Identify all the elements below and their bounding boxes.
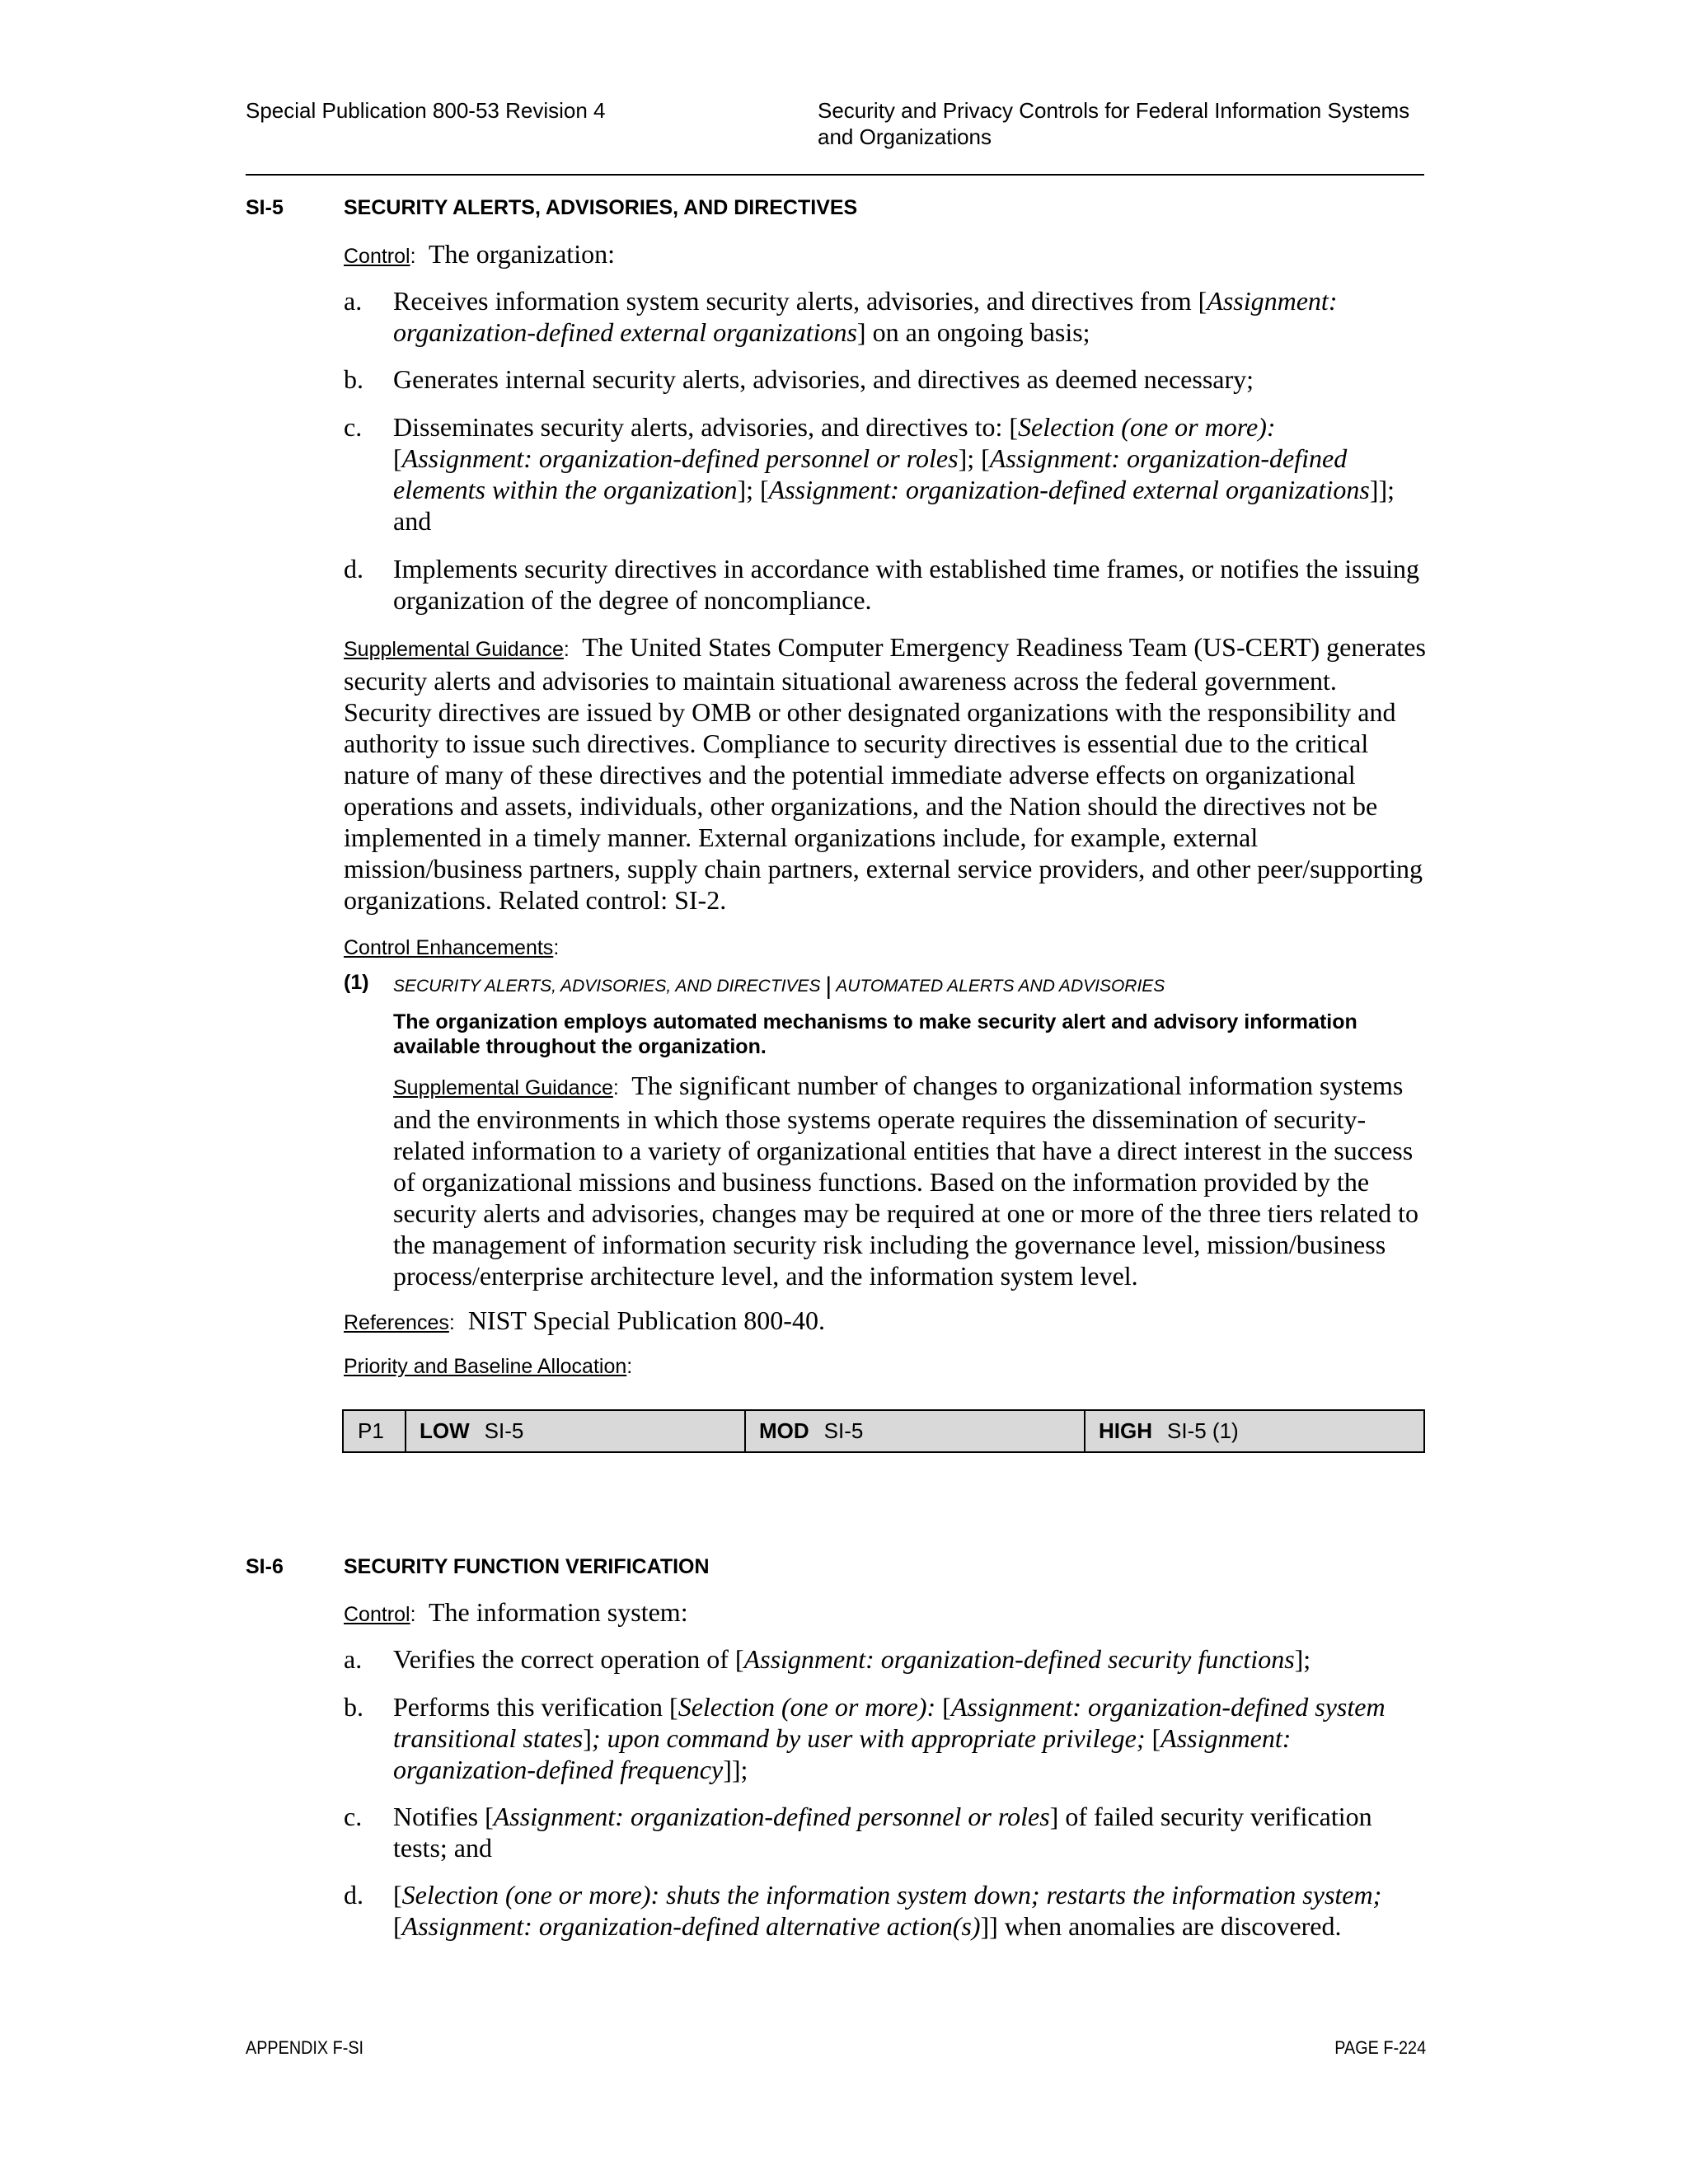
- item-marker: b.: [344, 1692, 363, 1722]
- item-text: Receives information system security alerts, advisories, and directives from [Assignment: organization-defined external organizations] on an ongoing basis;: [393, 286, 1338, 347]
- item-text: Disseminates security alerts, advisories, and directives to: [Selection (one or more): [Assignment: organization-defined personnel or roles]; [Assignment: organization-defined elements within the organization]; [Assignment: organization-defined external organizations]]; and: [393, 412, 1395, 536]
- enhancements-label: Control Enhancements: [344, 936, 554, 959]
- enhancement-statement: The organization employs automated mechanisms to make security alert and advisory information available throughout the organization.: [393, 1010, 1357, 1058]
- control-intro-text: The information system:: [428, 1597, 688, 1627]
- header-divider: [246, 174, 1424, 176]
- si5-item-c: [344, 411, 1426, 537]
- section-title-si5: SECURITY ALERTS, ADVISORIES, AND DIRECTIVES: [344, 196, 858, 219]
- item-text: Performs this verification [Selection (one or more): [Assignment: organization-defined system transitional states]; upon command by user with appropriate privilege; [Assignment: organization-defined frequency]];: [393, 1692, 1386, 1784]
- si6-item-b: [344, 1691, 1426, 1785]
- si6-item-d: [344, 1879, 1426, 1942]
- item-text: [Selection (one or more): shuts the information system down; restarts the information system; [Assignment: organization-defined alternative action(s)]] when anomalies are discovered.: [393, 1880, 1382, 1941]
- si6-item-a: [344, 1643, 1426, 1675]
- header-title-line-2: and Organizations: [818, 124, 992, 149]
- si6-control-intro: Control: The information system:: [344, 1597, 688, 1627]
- mod-baseline-cell: MOD SI-5: [746, 1411, 1085, 1451]
- item-text: Verifies the correct operation of [Assignment: organization-defined security functions];: [393, 1644, 1311, 1674]
- footer-page-number: PAGE F-224: [1334, 2037, 1426, 2058]
- item-text: Implements security directives in accordance with established time frames, or notifies the issuing organization of the degree of noncompliance.: [393, 554, 1419, 615]
- references-text: NIST Special Publication 800-40.: [467, 1305, 825, 1335]
- low-baseline-cell: LOW SI-5: [406, 1411, 746, 1451]
- guidance-label: Supplemental Guidance: [393, 1076, 613, 1099]
- priority-label: Priority and Baseline Allocation: [344, 1355, 627, 1378]
- si5-control-enhancements-heading: Control Enhancements:: [344, 936, 560, 959]
- guidance-label: Supplemental Guidance: [344, 638, 564, 661]
- item-text: Notifies [Assignment: organization-defined personnel or roles] of failed security verification tests; and: [393, 1802, 1372, 1863]
- section-title-si6: SECURITY FUNCTION VERIFICATION: [344, 1555, 710, 1578]
- si5-item-b: [344, 363, 1426, 395]
- enhancement-title: SECURITY ALERTS, ADVISORIES, AND DIRECTIVES | AUTOMATED ALERTS AND ADVISORIES: [393, 972, 1165, 1000]
- header-document-title: [818, 97, 1444, 150]
- enhancement-number: (1): [344, 971, 369, 994]
- item-marker: a.: [344, 1644, 363, 1674]
- guidance-text: The significant number of changes to organizational information systems and the environments in which those systems operate requires the dissemination of security-related information to a variety of organizational entities that have a direct interest in the success of organizational missions and business functions. Based on the information provided by the security alerts and advisories, changes may be required at one or more of the three tiers related to the management of information security risk including the governance level, mission/business process/enterprise architecture level, and the information system level.: [393, 1071, 1418, 1291]
- section-id-si5: SI-5: [246, 196, 284, 219]
- item-marker: c.: [344, 412, 363, 442]
- enhancement-supplemental-guidance: Supplemental Guidance: The significant number of changes to organizational information systems and the environments in which those systems operate requires the dissemination of security-related information to a variety of organizational entities that have a direct interest in the success of organizational missions and business functions. Based on the information provided by the security alerts and advisories, changes may be required at one or more of the three tiers related to the management of information security risk including the governance level, mission/business process/enterprise architecture level, and the information system level.: [393, 1071, 1418, 1291]
- si5-references: References: NIST Special Publication 800-40.: [344, 1305, 825, 1335]
- section-id-si6: SI-6: [246, 1555, 284, 1578]
- item-marker: c.: [344, 1802, 363, 1831]
- footer-appendix: APPENDIX F-SI: [246, 2037, 364, 2058]
- priority-cell: P1: [344, 1411, 406, 1451]
- item-marker: b.: [344, 364, 363, 394]
- header-publication: Special Publication 800-53 Revision 4: [246, 98, 606, 123]
- si5-priority-heading: Priority and Baseline Allocation:: [344, 1355, 633, 1378]
- item-marker: a.: [344, 286, 363, 316]
- si5-control-intro: Control: The organization:: [344, 239, 615, 269]
- si5-item-d: [344, 553, 1426, 616]
- si5-item-a: [344, 285, 1426, 348]
- control-label: Control: [344, 245, 410, 268]
- high-baseline-cell: HIGH SI-5 (1): [1099, 1418, 1239, 1443]
- header-title-line-1: Security and Privacy Controls for Federal Information Systems: [818, 98, 1410, 123]
- item-marker: d.: [344, 1880, 363, 1910]
- si5-supplemental-guidance: Supplemental Guidance: The United States Computer Emergency Readiness Team (US-CERT) generates security alerts and advisories to maintain situational awareness across the federal government. Security directives are issued by OMB or other designated organizations with the responsibility and authority to issue such directives. Compliance to security directives is essential due to the critical nature of many of these directives and the potential immediate adverse effects on organizational operations and assets, individuals, other organizations, and the Nation should the directives not be implemented in a timely manner. External organizations include, for example, external mission/business partners, supply chain partners, external service providers, and other peer/supporting organizations. Related control: SI-2.: [344, 632, 1426, 915]
- control-intro-text: The organization:: [428, 239, 615, 269]
- item-marker: d.: [344, 554, 363, 583]
- si6-item-c: [344, 1801, 1426, 1863]
- guidance-text: The United States Computer Emergency Readiness Team (US-CERT) generates security alerts and advisories to maintain situational awareness across the federal government. Security directives are issued by OMB or other designated organizations with the responsibility and authority to issue such directives. Compliance to security directives is essential due to the critical nature of many of these directives and the potential immediate adverse effects on organizational operations and assets, individuals, other organizations, and the Nation should the directives not be implemented in a timely manner. External organizations include, for example, external mission/business partners, supply chain partners, external service providers, and other peer/supporting organizations. Related control: SI-2.: [344, 632, 1426, 915]
- control-label: Control: [344, 1603, 410, 1626]
- baseline-allocation-table: [342, 1409, 1425, 1453]
- item-text: Generates internal security alerts, advisories, and directives as deemed necessary;: [393, 364, 1254, 394]
- references-label: References: [344, 1311, 449, 1334]
